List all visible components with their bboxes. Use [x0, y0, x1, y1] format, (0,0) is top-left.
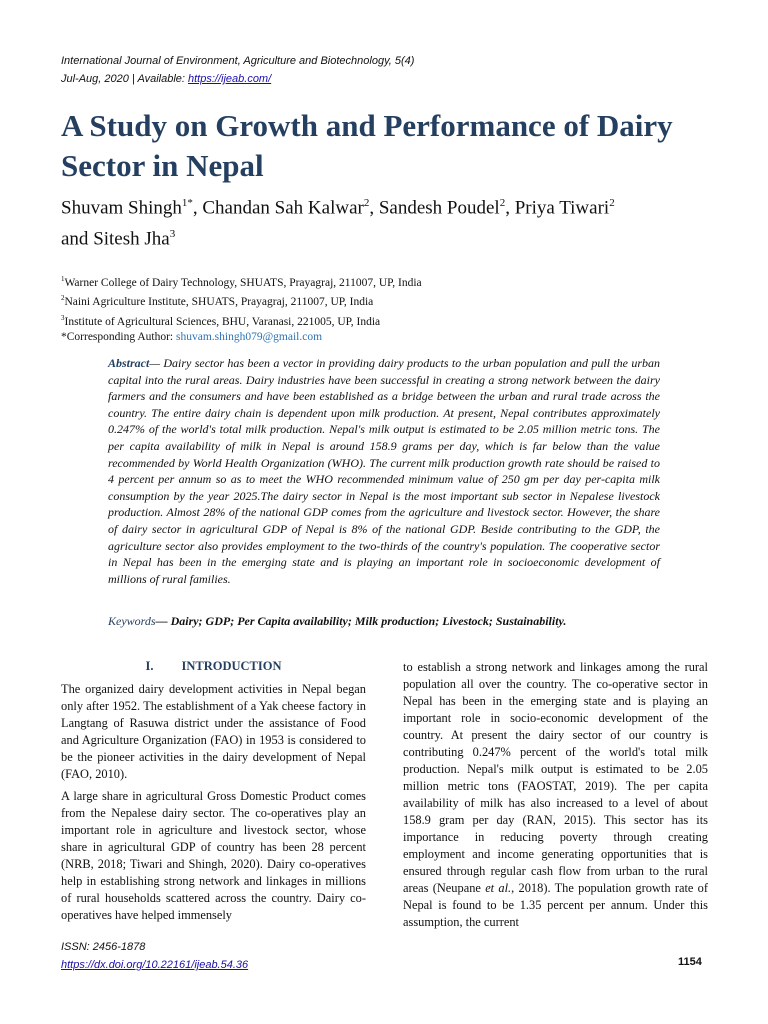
abstract	[108, 355, 660, 587]
page-number: 1154	[678, 956, 702, 968]
text-run-italic: et al.	[485, 881, 512, 895]
corresponding-author	[61, 330, 721, 346]
issue-line	[61, 70, 414, 88]
section-number: I.	[145, 659, 154, 673]
doi-link[interactable]: https://dx.doi.org/10.22161/ijeab.54.36	[61, 959, 249, 971]
section-title: INTRODUCTION	[181, 659, 282, 673]
author: Sitesh Jha	[93, 228, 170, 250]
affil-text: Naini Agriculture Institute, SHUATS, Prayagraj, 211007, UP, India	[64, 296, 374, 309]
section-heading	[61, 659, 366, 674]
affiliations	[61, 272, 721, 345]
affil-text: Institute of Agricultural Sciences, BHU, Varanasi, 221005, UP, India	[64, 315, 381, 328]
left-column	[61, 681, 366, 929]
affiliation	[61, 272, 721, 291]
footer	[61, 938, 248, 974]
issue-date: Jul-Aug, 2020 | Available:	[61, 73, 188, 85]
author-mark: 2	[499, 197, 506, 209]
journal-link[interactable]: https://ijeab.com/	[188, 73, 272, 85]
author-mark: 3	[169, 228, 176, 241]
author-list: Shuvam Shingh$^{1*}$, Chandan Sah Kalwar$^2$, Sandesh Poudel$^2$, Priya Tiwari$^2$ and Sitesh Jha$^3$	[61, 197, 615, 250]
issn: ISSN: 2456-1878	[61, 941, 146, 953]
paragraph	[403, 659, 708, 931]
keywords	[108, 614, 660, 629]
author: Shuvam Shingh	[61, 197, 182, 219]
author: Chandan Sah Kalwar	[202, 197, 364, 219]
author: Priya Tiwari	[514, 197, 610, 219]
paragraph: A large share in agricultural Gross Domestic Product comes from the Nepalese dairy sector. The co-operatives play an important role in agriculture and livestock sector, whose share in agricultural GDP of country has been 28 percent (NRB, 2018; Tiwari and Shingh, 2020). Dairy co-operatives help in establishing strong network and linkages in millions of rural households scattered across the country. Dairy co-operatives have helped immensely	[61, 789, 366, 922]
affil-mark: 2	[61, 294, 65, 303]
running-header	[61, 52, 414, 88]
paragraph: The organized dairy development activities in Nepal began only after 1952. The establishment of a Yak cheese factory in Langtang of Rasuwa district under the assistance of Food and Agriculture Organization (FAO) in 1953 is considered to be the pioneer activities in the dairy development of Nepal (FAO, 2010).	[61, 682, 366, 781]
author: Sandesh Poudel	[378, 197, 500, 219]
right-column	[403, 659, 708, 936]
corresponding-label: *Corresponding Author:	[61, 330, 176, 343]
affil-mark: 3	[61, 313, 65, 322]
journal-name: International Journal of Environment, Agriculture and Biotechnology, 5(4)	[61, 55, 415, 67]
author-mark: 2	[609, 197, 615, 209]
affil-text: Warner College of Dairy Technology, SHUATS, Prayagraj, 211007, UP, India	[64, 276, 422, 289]
email-link[interactable]: shuvam.shingh079@gmail.com	[176, 330, 323, 343]
text-run: , 2018). The population growth rate of Nepal is found to be 1.35 percent per annum. Under this assumption, the current	[403, 881, 708, 929]
author-mark: 2	[363, 197, 370, 209]
affil-mark: 1	[61, 275, 65, 283]
keywords-label: Keywords	[108, 614, 156, 628]
affiliation	[61, 311, 721, 330]
text-run: to establish a strong network and linkages among the rural population all over the country. The co-operative sector in Nepal has been in the emerging state and is playing an important role in socio-economic development of the country. At present the dairy sector of our country is contributing 0.247% percent of the world's total milk production. Nepal's milk output is estimated to be 2.05 million metric tons (FAOSTAT, 2019). The per capita availability of milk has also increased to a level of about 158.9 gram per day (RAN, 2015). This sector has its importance in reducing poverty through creating employment and income generating opportunities that is ensured through regular cash flow from urban to the rural areas (Neupane	[403, 660, 708, 895]
abstract-text: Dairy sector has been a vector in providing dairy products to the urban population and pull the urban capital into the rural areas. Dairy industries have been successful in creating a strong network between the dairy farmers and the consumers and have been established as a bridge between the urban and rural trade across the country. The entire dairy chain is dependent upon milk production. At present, Nepal contributes approximately 0.247% of the world's total milk production. Nepal's milk output is estimated to be 2.05 million metric tons. The per capita availability of milk in Nepal is around 158.9 grams per day, which is far below than the value recommended by World Health Organization (WHO). The current milk production growth rate should be raised to 4 percent per annum so as to meet the WHO recommended minimum value of 250 gm per day per-capita milk consumption by the year 2025.The dairy sector in Nepal is the most important sub sector in Nepalese livestock production. Almost 28% of the national GDP comes from the agriculture and livestock sector. However, the share of dairy sector in agricultural GDP of Nepal is 8% of the national GDP. Beside contributing to the GDP, the agriculture sector also provides employment to the two-thirds of the country's population. The cooperative sector in Nepal has been in the emerging state and is playing an important role in socioeconomic development of millions of rural families.	[108, 356, 661, 586]
author-mark: 1*	[181, 197, 193, 209]
keywords-dash: —	[155, 614, 171, 628]
abstract-label: Abstract	[108, 356, 150, 370]
affiliation	[61, 291, 721, 310]
abstract-dash: —	[149, 356, 164, 370]
paper-title: A Study on Growth and Performance of Dairy Sector in Nepal	[61, 108, 673, 183]
keywords-text: Dairy; GDP; Per Capita availability; Milk production; Livestock; Sustainability.	[170, 614, 567, 628]
